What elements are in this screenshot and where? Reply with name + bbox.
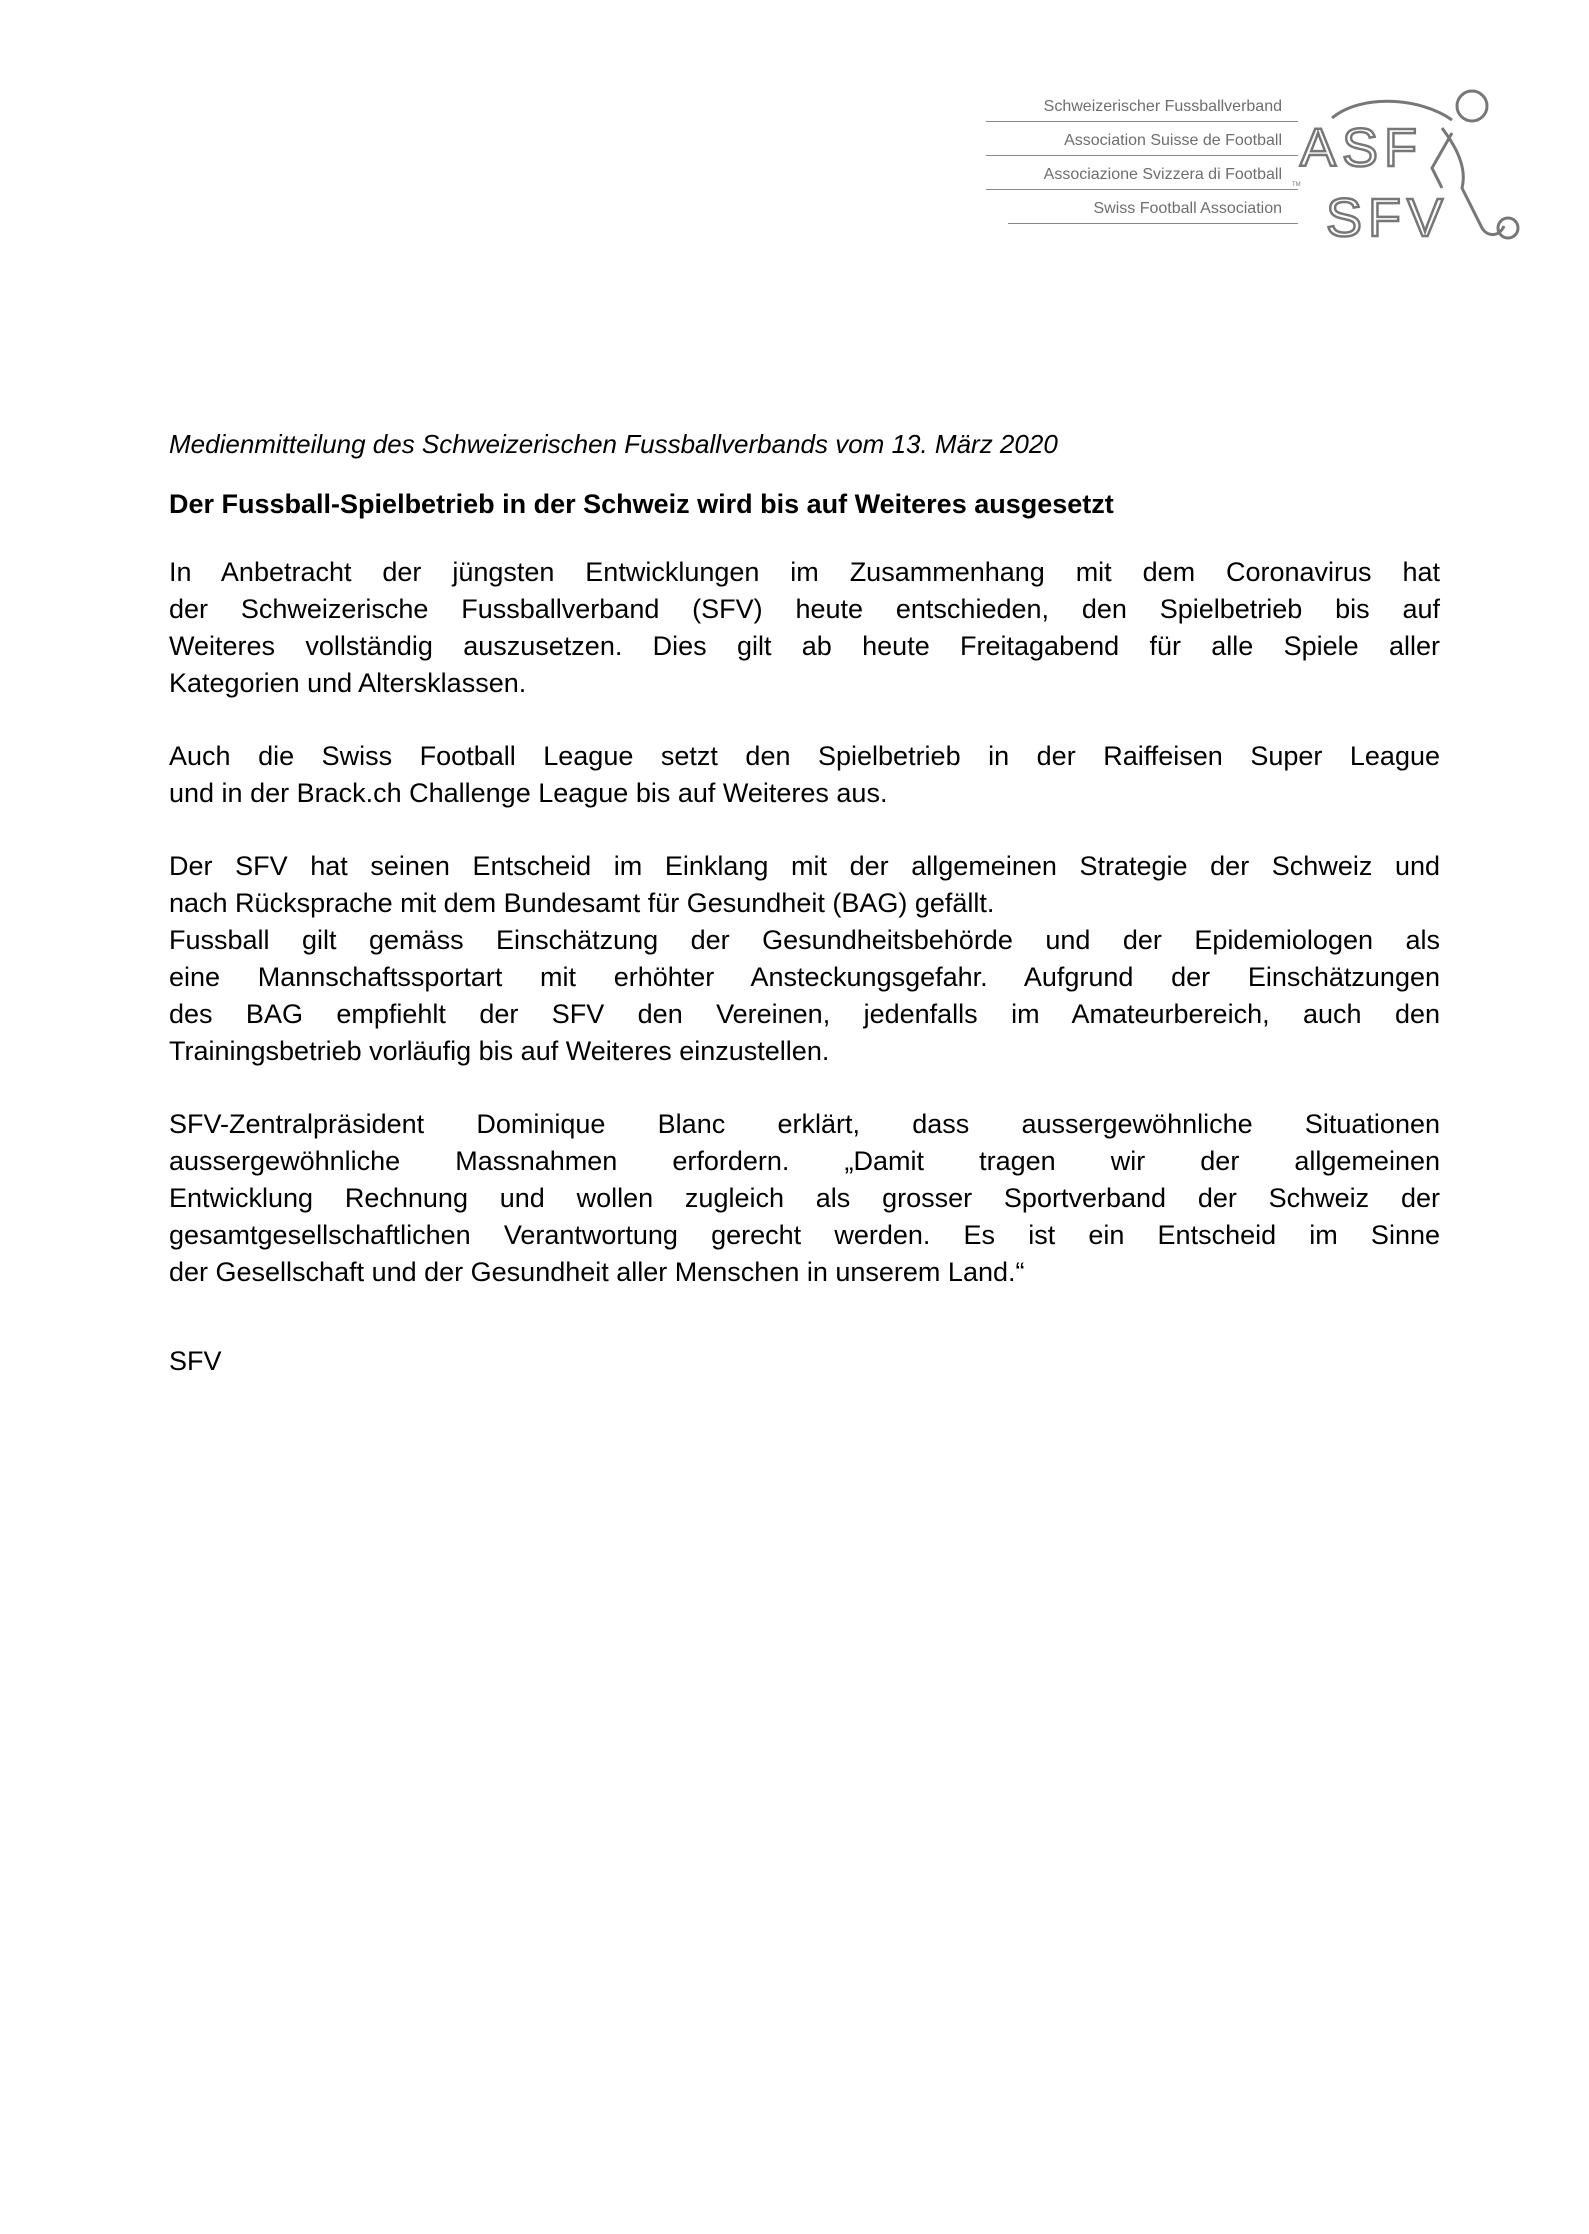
paragraph-line: Kategorien und Altersklassen.	[169, 668, 527, 698]
trademark-mark: TM	[1292, 182, 1301, 188]
paragraph-line: Weiteres vollständig auszusetzen. Dies gilt ab heute Freitagabend für alle Spiele aller	[169, 631, 1440, 661]
paragraph-3	[169, 848, 1440, 1070]
association-name-en: Swiss Football Association	[976, 190, 1298, 224]
signature: SFV	[169, 1346, 222, 1376]
association-name-fr: Association Suisse de Football	[976, 122, 1298, 156]
paragraph-line: nach Rücksprache mit dem Bundesamt für Gesundheit (BAG) gefällt.	[169, 888, 995, 918]
release-headline: Der Fussball-Spielbetrieb in der Schweiz wird bis auf Weiteres ausgesetzt	[169, 489, 1114, 519]
paragraph-line: gesamtgesellschaftlichen Verantwortung gerecht werden. Es ist ein Entscheid im Sinne	[169, 1220, 1440, 1250]
paragraph-line: In Anbetracht der jüngsten Entwicklungen im Zusammenhang mit dem Coronavirus hat	[169, 557, 1440, 587]
release-intro: Medienmitteilung des Schweizerischen Fussballverbands vom 13. März 2020	[169, 429, 1058, 459]
logo-asf-text: ASF	[1300, 118, 1424, 178]
paragraph-line: des BAG empfiehlt der SFV den Vereinen, jedenfalls im Amateurbereich, auch den	[169, 999, 1440, 1029]
association-names	[976, 88, 1298, 224]
paragraph-line: Entwicklung Rechnung und wollen zugleich als grosser Sportverband der Schweiz der	[169, 1183, 1440, 1213]
association-name-it: Associazione Svizzera di Football	[976, 156, 1298, 190]
paragraph-line: SFV-Zentralpräsident Dominique Blanc erklärt, dass aussergewöhnliche Situationen	[169, 1109, 1440, 1139]
paragraph-1	[169, 554, 1440, 702]
paragraph-line: der Schweizerische Fussballverband (SFV) heute entschieden, den Spielbetrieb bis auf	[169, 594, 1440, 624]
paragraph-line: Trainingsbetrieb vorläufig bis auf Weiteres einzustellen.	[169, 1036, 830, 1066]
logo-sfv-text: SFV	[1326, 188, 1450, 248]
player-head-icon	[1457, 91, 1487, 121]
paragraph-line: und in der Brack.ch Challenge League bis auf Weiteres aus.	[169, 778, 888, 808]
letterhead	[976, 88, 1516, 258]
paragraph-line: aussergewöhnliche Massnahmen erfordern. „Damit tragen wir der allgemeinen	[169, 1146, 1440, 1176]
paragraph-4	[169, 1106, 1440, 1291]
paragraph-line: Der SFV hat seinen Entscheid im Einklang mit der allgemeinen Strategie der Schweiz und	[169, 851, 1440, 881]
sfv-logo	[1292, 88, 1522, 258]
press-release	[169, 426, 1440, 1380]
paragraph-line: Auch die Swiss Football League setzt den Spielbetrieb in der Raiffeisen Super League	[169, 741, 1440, 771]
association-name-de: Schweizerischer Fussballverband	[976, 88, 1298, 122]
ball-icon	[1498, 218, 1518, 238]
divider-line	[1008, 223, 1298, 224]
paragraph-line: Fussball gilt gemäss Einschätzung der Gesundheitsbehörde und der Epidemiologen als	[169, 925, 1440, 955]
paragraph-2	[169, 738, 1440, 812]
paragraph-line: eine Mannschaftssportart mit erhöhter Ansteckungsgefahr. Aufgrund der Einschätzungen	[169, 962, 1440, 992]
paragraph-line: der Gesellschaft und der Gesundheit aller Menschen in unserem Land.“	[169, 1257, 1025, 1287]
